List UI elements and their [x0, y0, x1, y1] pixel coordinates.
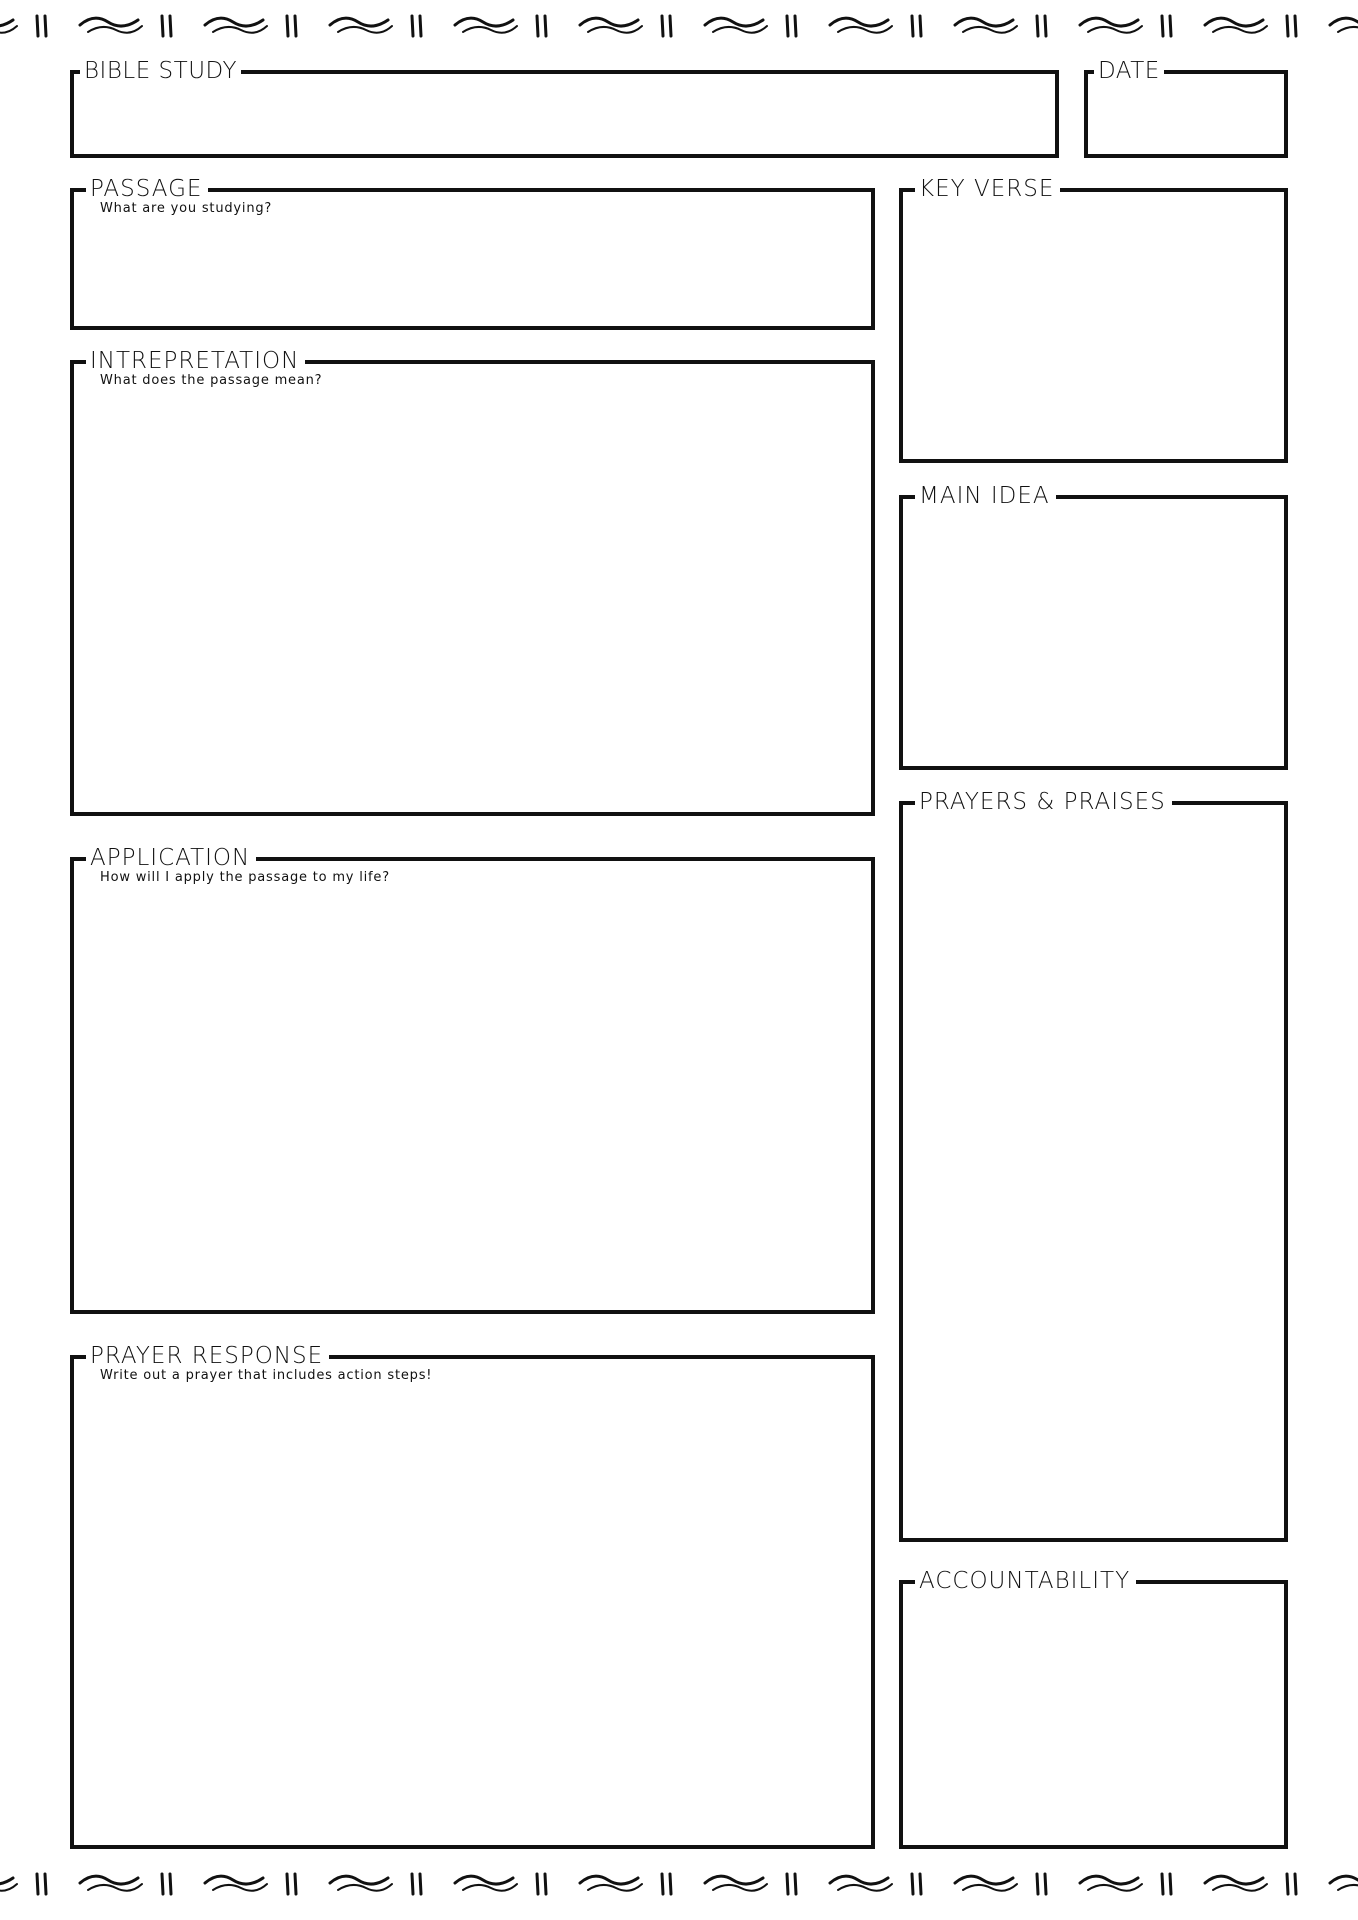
- double-bar-ornament: [537, 16, 538, 36]
- interpretation-box[interactable]: [70, 348, 875, 816]
- swirl-ornament: [205, 1876, 263, 1884]
- double-bar-ornament: [537, 1874, 538, 1894]
- double-bar-ornament: [1170, 1874, 1171, 1894]
- swirl-ornament: [955, 1876, 1013, 1884]
- swirl-ornament: [1330, 1876, 1358, 1884]
- double-bar-ornament: [420, 16, 421, 36]
- date-title: DATE: [1094, 57, 1164, 85]
- double-bar-ornament: [795, 16, 796, 36]
- double-bar-ornament: [1287, 16, 1288, 36]
- swirl-ornament: [580, 1876, 638, 1884]
- double-bar-ornament: [1295, 1874, 1296, 1894]
- swirl-ornament: [705, 1876, 763, 1884]
- date-box[interactable]: [1084, 58, 1288, 158]
- swirl-ornament: [1080, 1876, 1138, 1884]
- swirl-ornament: [88, 26, 142, 33]
- swirl-ornament: [1080, 18, 1138, 26]
- swirl-ornament: [1338, 1884, 1358, 1891]
- swirl-ornament: [455, 18, 513, 26]
- swirl-ornament: [580, 18, 638, 26]
- double-bar-ornament: [920, 16, 921, 36]
- double-bar-ornament: [1162, 1874, 1163, 1894]
- swirl-ornament: [830, 1876, 888, 1884]
- swirl-ornament: [705, 18, 763, 26]
- double-bar-ornament: [912, 1874, 913, 1894]
- swirl-ornament: [1088, 1884, 1142, 1891]
- double-bar-ornament: [412, 1874, 413, 1894]
- swirl-ornament: [1205, 1876, 1263, 1884]
- swirl-ornament: [713, 26, 767, 33]
- double-bar-ornament: [45, 1874, 46, 1894]
- key-verse-box[interactable]: [899, 176, 1288, 463]
- double-bar-ornament: [670, 1874, 671, 1894]
- double-bar-ornament: [37, 16, 38, 36]
- bible-study-box[interactable]: [70, 58, 1059, 158]
- swirl-ornament: [1088, 26, 1142, 33]
- double-bar-ornament: [545, 1874, 546, 1894]
- double-bar-ornament: [795, 1874, 796, 1894]
- bottom-decorative-border: [0, 1866, 1358, 1900]
- double-bar-ornament: [1037, 1874, 1038, 1894]
- swirl-ornament: [80, 1876, 138, 1884]
- interpretation-prompt: What does the passage mean?: [100, 373, 323, 388]
- application-title: APPLICATION: [86, 844, 256, 872]
- swirl-ornament: [0, 26, 17, 33]
- prayers-praises-box[interactable]: [899, 789, 1288, 1542]
- accountability-box[interactable]: [899, 1568, 1288, 1849]
- key-verse-title: KEY VERSE: [915, 175, 1060, 203]
- double-bar-ornament: [1287, 1874, 1288, 1894]
- double-bar-ornament: [162, 16, 163, 36]
- accountability-title: ACCOUNTABILITY: [915, 1567, 1136, 1595]
- swirl-ornament: [588, 1884, 642, 1891]
- passage-box[interactable]: [70, 176, 875, 330]
- swirl-ornament: [1205, 18, 1263, 26]
- swirl-ornament: [455, 1876, 513, 1884]
- swirl-ornament: [830, 18, 888, 26]
- double-bar-ornament: [45, 16, 46, 36]
- prayer-response-prompt: Write out a prayer that includes action steps!: [100, 1368, 433, 1383]
- top-decorative-border: [0, 8, 1358, 42]
- swirl-ornament: [213, 1884, 267, 1891]
- swirl-ornament: [0, 18, 13, 26]
- double-bar-ornament: [912, 16, 913, 36]
- swirl-ornament: [1213, 1884, 1267, 1891]
- double-bar-ornament: [662, 16, 663, 36]
- swirl-ornament: [713, 1884, 767, 1891]
- application-prompt: How will I apply the passage to my life?: [100, 870, 390, 885]
- double-bar-ornament: [420, 1874, 421, 1894]
- swirl-ornament: [955, 18, 1013, 26]
- double-bar-ornament: [787, 1874, 788, 1894]
- double-bar-ornament: [37, 1874, 38, 1894]
- double-bar-ornament: [662, 1874, 663, 1894]
- swirl-ornament: [213, 26, 267, 33]
- main-idea-box[interactable]: [899, 483, 1288, 770]
- double-bar-ornament: [1295, 16, 1296, 36]
- double-bar-ornament: [295, 16, 296, 36]
- double-bar-ornament: [170, 1874, 171, 1894]
- swirl-ornament: [1338, 26, 1358, 33]
- swirl-ornament: [338, 1884, 392, 1891]
- swirl-ornament: [330, 18, 388, 26]
- application-box[interactable]: [70, 845, 875, 1314]
- swirl-ornament: [80, 18, 138, 26]
- swirl-ornament: [205, 18, 263, 26]
- swirl-ornament: [588, 26, 642, 33]
- passage-title: PASSAGE: [86, 175, 208, 203]
- double-bar-ornament: [162, 1874, 163, 1894]
- interpretation-title: INTREPRETATION: [86, 347, 305, 375]
- swirl-ornament: [838, 1884, 892, 1891]
- main-idea-title: MAIN IDEA: [915, 482, 1056, 510]
- swirl-ornament: [463, 26, 517, 33]
- double-bar-ornament: [670, 16, 671, 36]
- swirl-ornament: [88, 1884, 142, 1891]
- swirl-ornament: [338, 26, 392, 33]
- swirl-ornament: [0, 1876, 13, 1884]
- swirl-ornament: [0, 1884, 17, 1891]
- double-bar-ornament: [412, 16, 413, 36]
- double-bar-ornament: [920, 1874, 921, 1894]
- bible-study-title: BIBLE STUDY: [80, 57, 241, 85]
- passage-prompt: What are you studying?: [100, 201, 273, 216]
- double-bar-ornament: [1045, 1874, 1046, 1894]
- swirl-ornament: [1330, 18, 1358, 26]
- swirl-ornament: [963, 1884, 1017, 1891]
- double-bar-ornament: [295, 1874, 296, 1894]
- double-bar-ornament: [1037, 16, 1038, 36]
- double-bar-ornament: [1045, 16, 1046, 36]
- prayer-response-box[interactable]: [70, 1343, 875, 1849]
- double-bar-ornament: [287, 1874, 288, 1894]
- double-bar-ornament: [787, 16, 788, 36]
- swirl-ornament: [1213, 26, 1267, 33]
- swirl-ornament: [463, 1884, 517, 1891]
- double-bar-ornament: [545, 16, 546, 36]
- double-bar-ornament: [1170, 16, 1171, 36]
- double-bar-ornament: [170, 16, 171, 36]
- swirl-ornament: [838, 26, 892, 33]
- swirl-ornament: [330, 1876, 388, 1884]
- double-bar-ornament: [1162, 16, 1163, 36]
- prayers-praises-title: PRAYERS & PRAISES: [915, 788, 1172, 816]
- double-bar-ornament: [287, 16, 288, 36]
- swirl-ornament: [963, 26, 1017, 33]
- prayer-response-title: PRAYER RESPONSE: [86, 1342, 329, 1370]
